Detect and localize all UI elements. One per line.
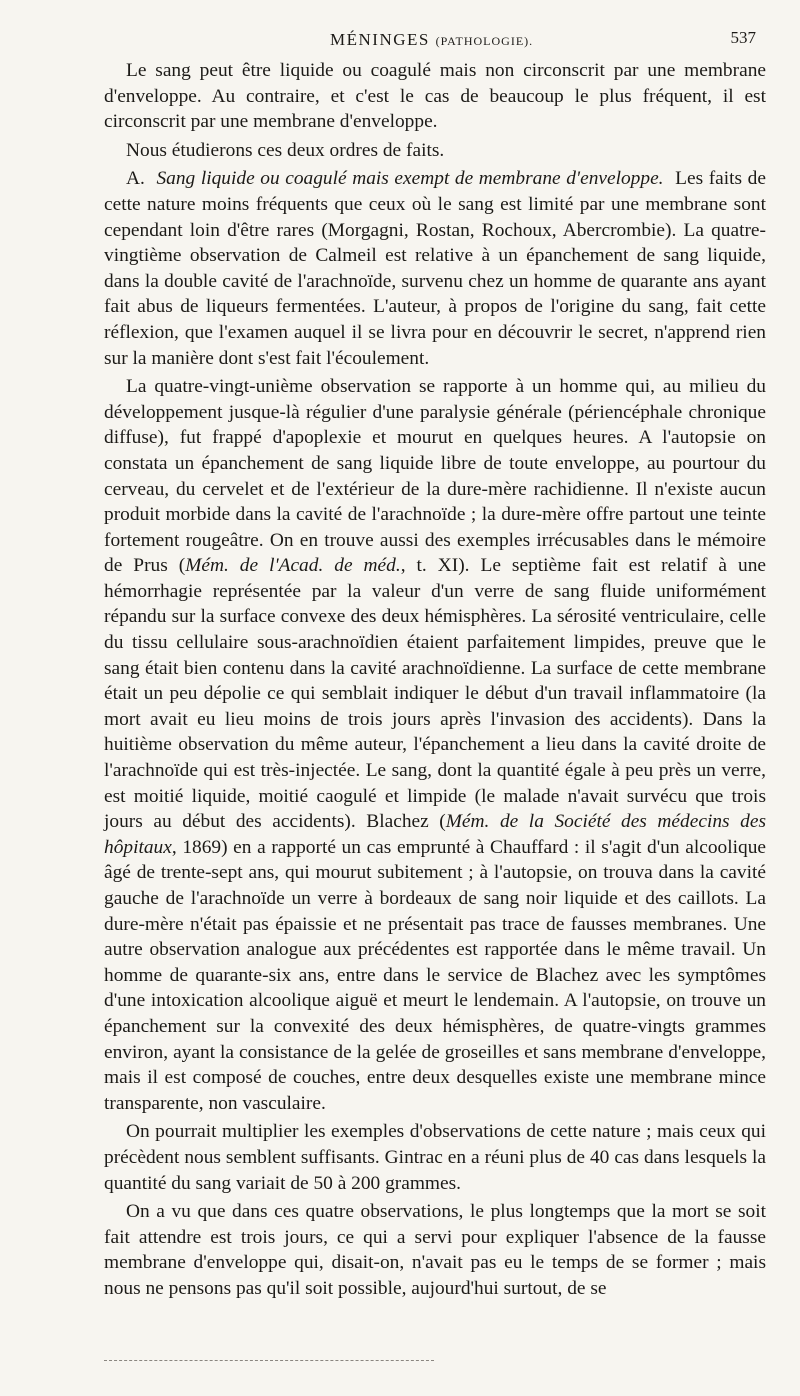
paragraph-text: , t. XI). Le septième fait est relatif à une hémorrhagie représentée par la valeur d'un verre de sang fluide uniformément répandu sur la surface convexe des deux hémisphères. La sérosité ventriculaire, celle du tissu cellulaire sous-arachnoïdien étaient parfaitement limpides, preuve que le sang était bien contenu dans la cavité arachnoïdienne. La surface de cette membrane était un peu dépolie ce qui semblait indiquer le début d'un travail inflammatoire (la mort avait eu lieu moins de trois jours après l'invasion des accidents). Dans la huitième observation du même auteur, l'épanchement a lieu dans la cavité droite de l'arachnoïde qui est très-injectée. Le sang, dont la quantité égale à peu près un verre, est moitié liquide, moitié caogulé et limpide (le malade n'avait survécu que trois jours au début des accidents). Blachez (: [104, 555, 767, 833]
citation: Mém. de la Société des médecins des hôpitaux: [104, 811, 766, 858]
paragraph-announce: [104, 138, 766, 164]
running-head: [330, 30, 533, 50]
paragraph-text: La quatre-vingt-unième observation se rapporte à un homme qui, au milieu du développement jusque-là régulier d'une paralysie générale (périencéphale chronique diffuse), fut frappé d'apoplexie et mourut en quelques heures. A l'autopsie on constata un épanchement de sang liquide libre de toute enveloppe, au pourtour du cerveau, du cervelet et de l'extérieur de la dure-mère rachidienne. Il n'existe aucun produit morbide dans la cavité de l'arachnoïde ; la dure-mère offre partout une teinte fortement rougeâtre. On en trouve aussi des exemples irrécusables dans le mémoire de Prus (: [104, 376, 766, 577]
page-number: 537: [730, 28, 756, 47]
paragraph-text: Le sang peut être liquide ou coagulé mais non circonscrit par une membrane d'enveloppe. Au contraire, et c'est le cas de beaucoup le plus fréquent, il est circonscrit par une membrane d'enveloppe.: [104, 60, 766, 133]
paragraph-text: Les faits de cette nature moins fréquents que ceux où le sang est limité par une membrane sont cependant loin d'être rares (Morgagni, Rostan, Rochoux, Abercrombie). La quatre-vingtième observation de Calmeil est relative à un épanchement de sang liquide, dans la double cavité de l'arachnoïde, survenu chez un homme de quarante ans ayant fait abus de liqueurs fermentées. L'auteur, à propos de l'origine du sang, fait cette réflexion, que l'examen auquel il se livra pour en découvrir le secret, n'apprend rien sur la manière dont s'est fait l'écoulement.: [104, 168, 766, 369]
paragraph-text: On a vu que dans ces quatre observations, le plus longtemps que la mort se soit fait attendre est trois jours, ce qui a servi pour expliquer l'absence de la fausse membrane d'enveloppe qui, disait-on, n'avait pas eu le temps de se former ; mais nous ne pensons pas qu'il soit possible, aujourd'hui surtout, de se: [104, 1201, 766, 1299]
paragraph-text: , 1869) en a rapporté un cas emprunté à Chauffard : il s'agit d'un alcoolique âgé de trente-sept ans, qui mourut subitement ; à l'autopsie, on trouva dans la cavité gauche de l'arachnoïde un verre à bordeaux de sang noir liquide et des caillots. La dure-mère n'était pas épaissie et ne présentait pas trace de fausses membranes. Une autre observation analogue aux précédentes est rapportée dans le même travail. Un homme de quarante-six ans, entre dans le service de Blachez avec les symptômes d'une intoxication alcoolique aiguë et meurt le lendemain. A l'autopsie, on trouve un épanchement sur la convexité des deux hémisphères, de quatre-vingts grammes environ, ayant la consistance de la gelée de groseilles et sans membrane d'enveloppe, mais il est composé de couches, entre deux desquelles existe une membrane mince transparente, non vasculaire.: [104, 836, 766, 1114]
section-a-paragraph: [104, 166, 766, 371]
body-text: [104, 58, 766, 1305]
citation: Mém. de l'Acad. de méd.: [185, 555, 401, 577]
section-heading: Sang liquide ou coagulé mais exempt de membrane d'enveloppe.: [156, 168, 664, 190]
paragraph-gintrac: [104, 1119, 766, 1196]
running-title: MÉNINGES: [330, 30, 430, 49]
paragraph-conclusion: [104, 1199, 766, 1301]
page-header: [100, 22, 756, 52]
paragraph-text: Nous étudierons ces deux ordres de faits.: [126, 139, 445, 161]
paragraph-text: On pourrait multiplier les exemples d'observations de cette nature ; mais ceux qui précèdent nous semblent suffisants. Gintrac en a réuni plus de 40 cas dans lesquels la quantité du sang variait de 50 à 200 grammes.: [104, 1121, 766, 1194]
paragraph-intro: [104, 58, 766, 135]
paragraph-observations: [104, 374, 766, 1116]
running-subtitle: (PATHOLOGIE).: [435, 34, 534, 48]
footer-rule: [104, 1360, 434, 1361]
section-label: A.: [126, 168, 145, 190]
